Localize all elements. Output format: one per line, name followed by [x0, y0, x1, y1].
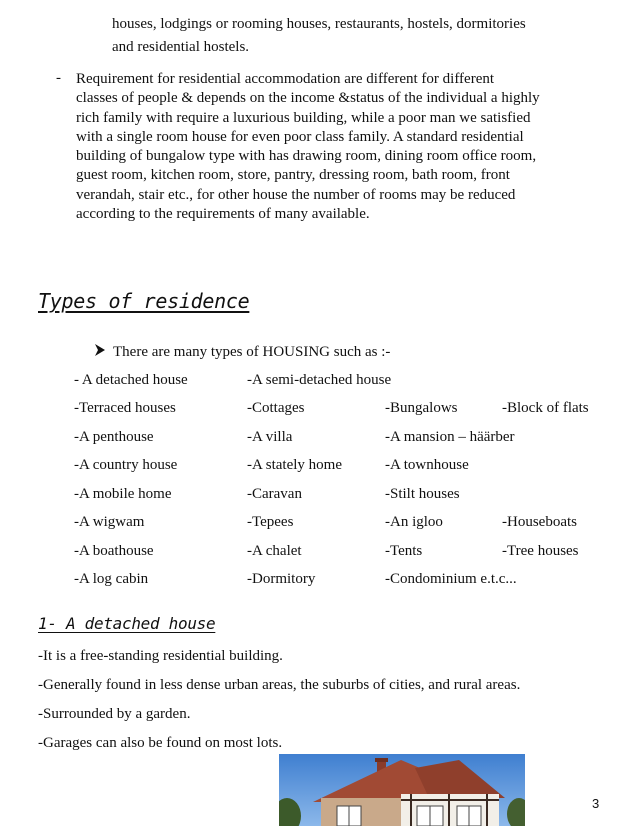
continuation-line-2: and residential hostels. [112, 39, 250, 55]
housing-item: -A townhouse [385, 457, 469, 473]
housing-item: -An igloo [385, 514, 443, 530]
detached-line: -Generally found in less dense urban areas, the suburbs of cities, and rural areas. [38, 677, 521, 693]
housing-item: -Tents [385, 543, 423, 559]
housing-intro: There are many types of HOUSING such as :- [113, 344, 391, 360]
housing-item: -Tree houses [502, 543, 579, 559]
housing-item: -A semi-detached house [247, 372, 392, 388]
housing-item: -A mansion – häärber [385, 429, 515, 445]
requirement-line: with a single room house for even poor class family. A standard residential [76, 128, 524, 145]
housing-item: -Houseboats [502, 514, 577, 530]
housing-item: -Caravan [247, 486, 302, 502]
types-heading: Types of residence [38, 289, 250, 313]
detached-line: -Surrounded by a garden. [38, 706, 191, 722]
housing-item: -Condominium e.t.c... [385, 571, 517, 587]
housing-item: -A villa [247, 429, 293, 445]
housing-item: -A wigwam [74, 514, 145, 530]
requirement-line: Requirement for residential accommodation are different for different [76, 71, 495, 87]
detached-house-photo [279, 754, 525, 826]
requirement-line: guest room, kitchen room, store, pantry, dressing room, bath room, front [76, 167, 510, 184]
page-number: 3 [592, 796, 600, 811]
housing-item: - A detached house [74, 372, 188, 388]
requirement-line: according to the requirements of many available. [76, 206, 370, 223]
housing-item: -A chalet [247, 543, 302, 559]
housing-item: -Stilt houses [385, 486, 460, 502]
arrow-bullet-icon [94, 343, 106, 361]
continuation-line-1: houses, lodgings or rooming houses, restaurants, hostels, dormitories [112, 16, 526, 32]
housing-item: -Dormitory [247, 571, 316, 587]
requirement-bullet: - [56, 70, 61, 86]
housing-item: -Cottages [247, 400, 305, 416]
requirement-line: building of bungalow type with has drawing room, dining room office room, [76, 148, 537, 165]
housing-item: -Tepees [247, 514, 294, 530]
requirement-paragraph [76, 70, 616, 224]
housing-item: -Terraced houses [74, 400, 176, 416]
housing-item: -A log cabin [74, 571, 149, 587]
housing-item: -A penthouse [74, 429, 154, 445]
housing-item: -A stately home [247, 457, 342, 473]
housing-item: -Bungalows [385, 400, 458, 416]
housing-item: -A country house [74, 457, 178, 473]
housing-item: -A boathouse [74, 543, 154, 559]
requirement-line: classes of people & depends on the income &status of the individual a highly [76, 90, 540, 107]
detached-house-heading: 1- A detached house [38, 614, 216, 633]
requirement-line: rich family with require a luxurious building, while a poor man we satisfied [76, 109, 531, 126]
detached-line: -Garages can also be found on most lots. [38, 735, 283, 751]
requirement-line: verandah, stair etc., for other house the number of rooms may be reduced [76, 186, 516, 203]
housing-item: -Block of flats [502, 400, 589, 416]
detached-line: -It is a free-standing residential building. [38, 648, 283, 664]
housing-item: -A mobile home [74, 486, 172, 502]
